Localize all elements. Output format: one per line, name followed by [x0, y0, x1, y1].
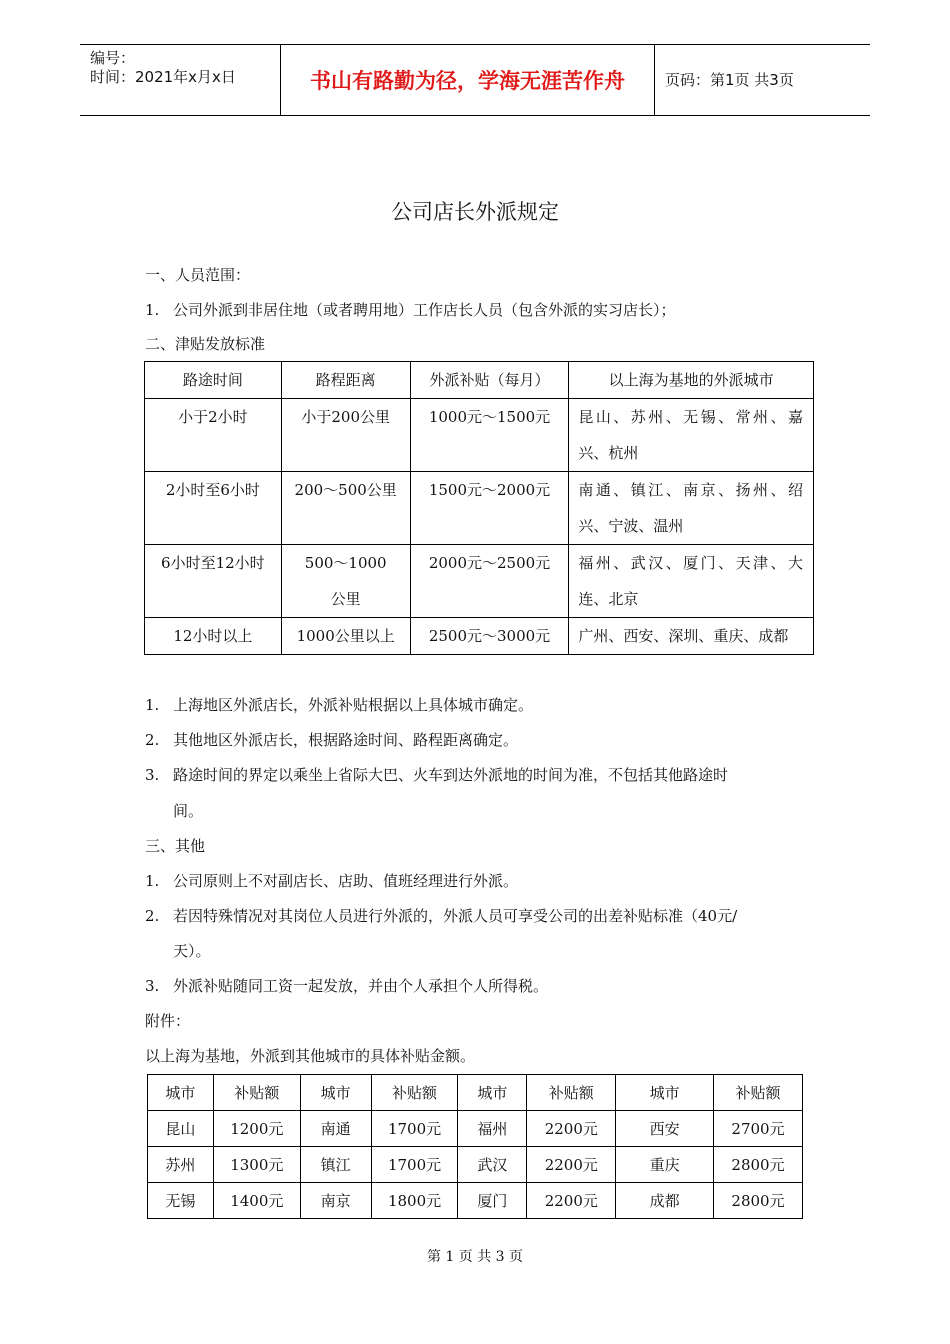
- section1-heading: 一、人员范围：: [145, 266, 251, 284]
- item-text: 公司原则上不对副店长、店助、值班经理进行外派。: [173, 872, 519, 890]
- item-text: 外派补贴随同工资一起发放，并由个人承担个人所得税。: [173, 977, 549, 995]
- table-cell: 成都: [616, 1183, 714, 1219]
- table-header-cell: 路程距离: [281, 362, 410, 399]
- table-cell: 2800元: [714, 1183, 803, 1219]
- table-cell: 2500元～3000元: [410, 618, 569, 655]
- table-header-cell: 补贴额: [213, 1075, 300, 1111]
- table-row: [145, 472, 814, 545]
- note-continuation: 间。: [173, 802, 204, 820]
- table-row: [148, 1147, 803, 1183]
- appendix-heading: 附件：: [145, 1012, 191, 1030]
- item-text: 若因特殊情况对其岗位人员进行外派的，外派人员可享受公司的出差补贴标准（40元/: [173, 907, 738, 925]
- table-cell: 昆山: [148, 1111, 214, 1147]
- item-continuation: 天）。: [173, 942, 211, 960]
- page-header: [80, 44, 870, 116]
- page-footer: 第 1 页 共 3 页: [426, 1249, 524, 1265]
- table-cell: 1200元: [213, 1111, 300, 1147]
- item-number: 3.: [145, 977, 160, 995]
- table-cell: 无锡: [148, 1183, 214, 1219]
- table-row: [148, 1111, 803, 1147]
- table-header-cell: 城市: [458, 1075, 527, 1111]
- section2-heading: 二、津贴发放标准: [145, 335, 266, 353]
- table-cell: 西安: [616, 1111, 714, 1147]
- item-number: 3.: [145, 766, 160, 784]
- table-cell: 2200元: [527, 1111, 616, 1147]
- table-cell: 12小时以上: [145, 618, 282, 655]
- table-header-cell: 外派补贴（每月）: [410, 362, 569, 399]
- table-cell: 厦门: [458, 1183, 527, 1219]
- table-cell: 2小时至6小时: [145, 472, 282, 545]
- item-number: 2.: [145, 731, 160, 749]
- table-header-row: [145, 362, 814, 399]
- item-number: 1.: [145, 872, 160, 890]
- item-number: 1.: [145, 301, 160, 319]
- section1-item: [145, 299, 676, 320]
- table-cell: 南京: [300, 1183, 371, 1219]
- table-row: [148, 1183, 803, 1219]
- table-header-cell: 补贴额: [371, 1075, 458, 1111]
- table-row: [145, 399, 814, 472]
- table-cell: 2200元: [527, 1147, 616, 1183]
- table-cell: 昆山、苏州、无锡、常州、嘉兴、杭州: [569, 399, 814, 472]
- item-text: 路途时间的界定以乘坐上省际大巴、火车到达外派地的时间为准，不包括其他路途时: [173, 766, 729, 784]
- section3-item: [145, 975, 548, 996]
- table-cell: 2000元～2500元: [410, 545, 569, 618]
- table-header-cell: 补贴额: [527, 1075, 616, 1111]
- table-cell: 南通: [300, 1111, 371, 1147]
- table-cell: 小于200公里: [281, 399, 410, 472]
- section3-heading: 三、其他: [145, 837, 206, 855]
- table-cell: 1000元～1500元: [410, 399, 569, 472]
- table-cell: 6小时至12小时: [145, 545, 282, 618]
- table-cell: 1700元: [371, 1111, 458, 1147]
- table-cell: 200～500公里: [281, 472, 410, 545]
- note-item: [145, 694, 533, 715]
- table-cell: 苏州: [148, 1147, 214, 1183]
- table-header-row: [148, 1075, 803, 1111]
- note-item: [145, 764, 728, 785]
- table-header-cell: 城市: [616, 1075, 714, 1111]
- page-title: 公司店长外派规定: [391, 200, 559, 224]
- table-cell: 镇江: [300, 1147, 371, 1183]
- appendix-table: [147, 1074, 803, 1219]
- table-cell: 武汉: [458, 1147, 527, 1183]
- table-header-cell: 城市: [300, 1075, 371, 1111]
- header-info: [80, 45, 280, 115]
- section3-item: [145, 905, 737, 926]
- table-cell: 广州、西安、深圳、重庆、成都: [569, 618, 814, 655]
- item-text: 其他地区外派店长，根据路途时间、路程距离确定。: [173, 731, 519, 749]
- table-header-cell: 补贴额: [714, 1075, 803, 1111]
- table-cell: 1000公里以上: [281, 618, 410, 655]
- header-motto: 书山有路勤为径，学海无涯苦作舟: [280, 45, 655, 115]
- table-cell: 福州: [458, 1111, 527, 1147]
- table-header-cell: 路途时间: [145, 362, 282, 399]
- header-number: 编号：: [90, 49, 136, 67]
- table-cell: 南通、镇江、南京、扬州、绍兴、宁波、温州: [569, 472, 814, 545]
- table-header-cell: 以上海为基地的外派城市: [569, 362, 814, 399]
- table-cell: 1300元: [213, 1147, 300, 1183]
- table-row: [145, 545, 814, 618]
- appendix-intro: 以上海为基地，外派到其他城市的具体补贴金额。: [145, 1047, 476, 1065]
- table-cell: 福州、武汉、厦门、天津、大连、北京: [569, 545, 814, 618]
- section3-item: [145, 870, 518, 891]
- table-cell: 1400元: [213, 1183, 300, 1219]
- table-cell: 1500元～2000元: [410, 472, 569, 545]
- allowance-table: [144, 361, 814, 655]
- table-cell: 1800元: [371, 1183, 458, 1219]
- header-page: 页码：第1页 共3页: [665, 71, 794, 89]
- table-cell: 小于2小时: [145, 399, 282, 472]
- table-cell: 2800元: [714, 1147, 803, 1183]
- table-row: [145, 618, 814, 655]
- item-text: 上海地区外派店长，外派补贴根据以上具体城市确定。: [173, 696, 534, 714]
- table-cell: 500～1000公里: [281, 545, 410, 618]
- note-item: [145, 729, 518, 750]
- table-cell: 2700元: [714, 1111, 803, 1147]
- table-header-cell: 城市: [148, 1075, 214, 1111]
- item-number: 1.: [145, 696, 160, 714]
- item-number: 2.: [145, 907, 160, 925]
- header-time: 时间：2021年x月x日: [90, 68, 236, 86]
- item-text: 公司外派到非居住地（或者聘用地）工作店长人员（包含外派的实习店长）；: [173, 301, 676, 319]
- table-cell: 重庆: [616, 1147, 714, 1183]
- table-cell: 1700元: [371, 1147, 458, 1183]
- table-cell: 2200元: [527, 1183, 616, 1219]
